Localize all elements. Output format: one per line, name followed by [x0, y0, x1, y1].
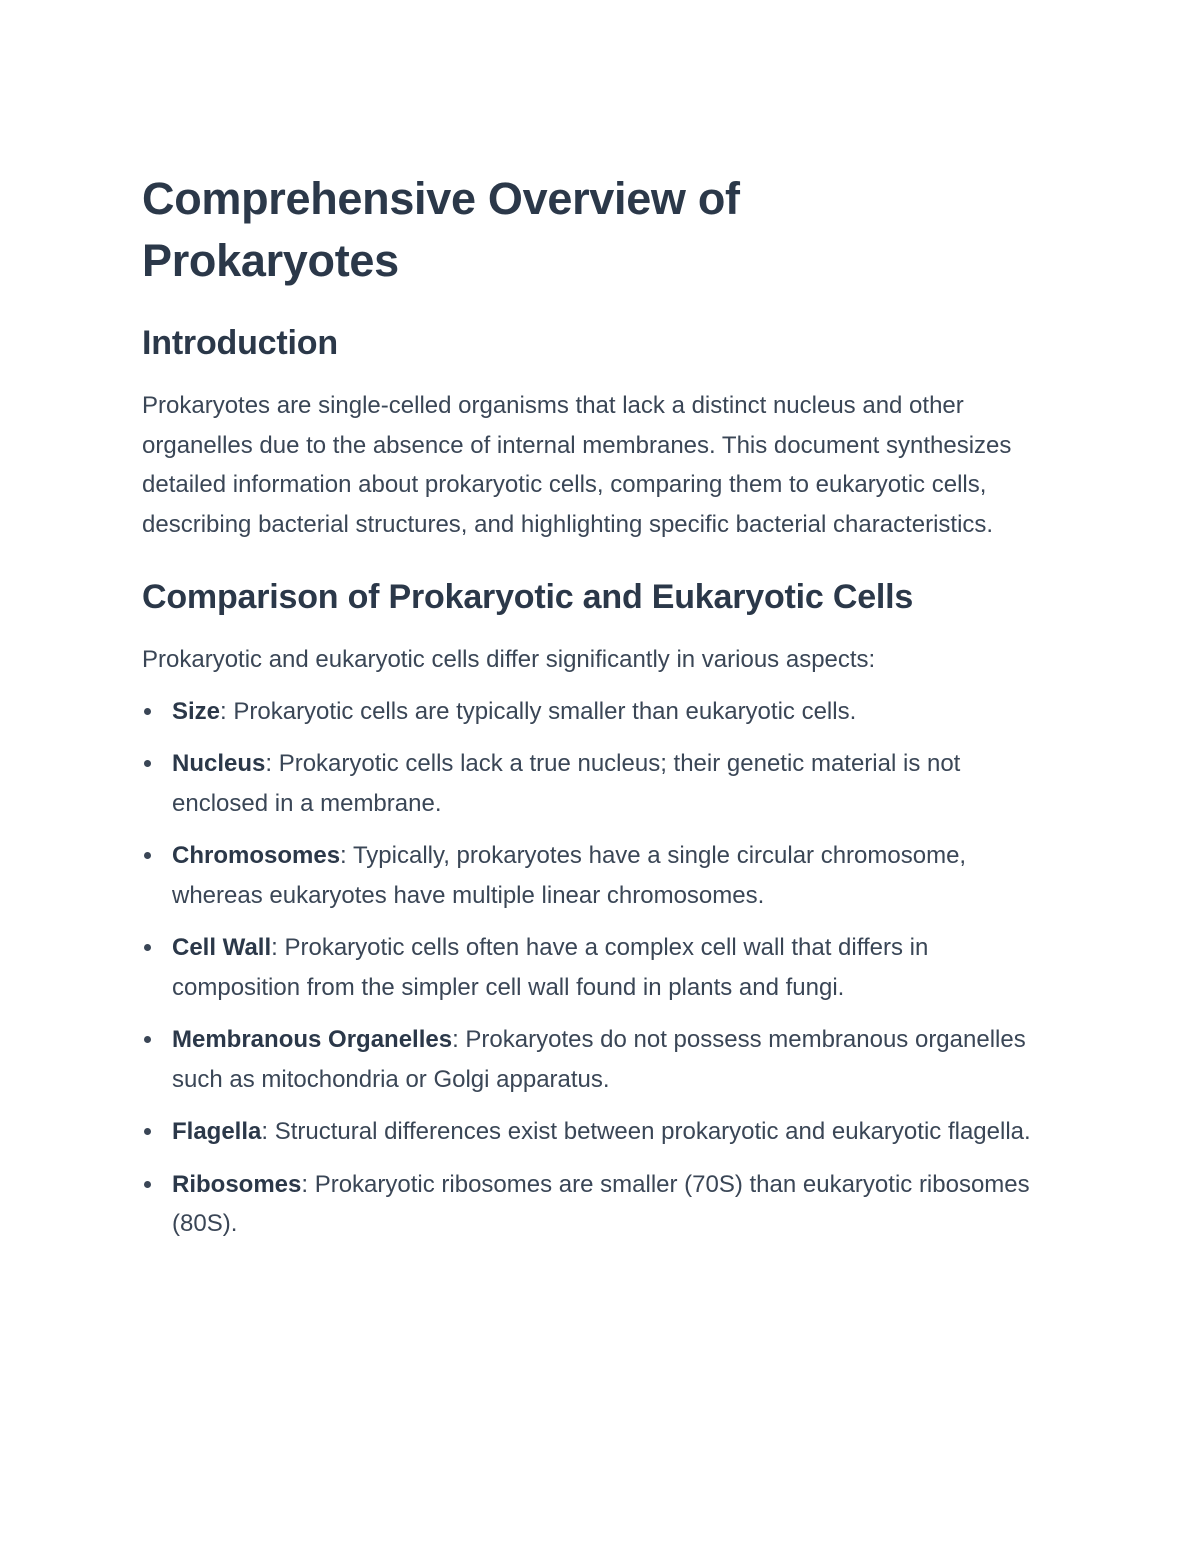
list-item-text: : Typically, prokaryotes have a single circular chromosome, whereas eukaryotes have multiple linear chromosomes. — [172, 842, 967, 909]
list-item-chromosomes — [142, 836, 1042, 915]
list-item-term: Flagella — [172, 1118, 262, 1145]
list-item-text: : Prokaryotic ribosomes are smaller (70S) than eukaryotic ribosomes (80S). — [172, 1170, 1030, 1237]
document-title: Comprehensive Overview of Prokaryotes — [142, 173, 740, 286]
list-item-term: Ribosomes — [172, 1170, 302, 1198]
bullet-icon — [144, 1036, 151, 1043]
list-item-term: Chromosomes — [172, 842, 341, 869]
bullet-icon — [144, 1181, 151, 1188]
list-item-nucleus — [142, 744, 1042, 823]
list-item-flagella — [142, 1112, 1042, 1152]
list-item-text: : Prokaryotes do not possess membranous organelles such as mitochondria or Golgi apparatus. — [172, 1026, 1026, 1093]
comparison-lead: Prokaryotic and eukaryotic cells differ significantly in various aspects: — [142, 646, 876, 673]
list-item-text: : Prokaryotic cells lack a true nucleus; their genetic material is not enclosed in a membrane. — [172, 750, 961, 817]
list-item-membranous-organelles — [142, 1020, 1042, 1099]
list-item-size — [142, 692, 1042, 732]
introduction-heading: Introduction — [142, 324, 338, 362]
list-item-text: : Prokaryotic cells are typically smaller than eukaryotic cells. — [220, 697, 857, 725]
bullet-icon — [144, 708, 151, 715]
bullet-icon — [144, 944, 151, 951]
comparison-list — [142, 692, 1042, 1244]
introduction-paragraph: Prokaryotes are single-celled organisms that lack a distinct nucleus and other organelles due to the absence of internal membranes. This document synthesizes detailed information about prokaryotic cells, comparing them to eukaryotic cells, describing bacterial structures, and highlighting specific bacterial characteristics. — [142, 392, 1012, 538]
bullet-icon — [144, 852, 151, 859]
bullet-icon — [144, 1128, 151, 1135]
list-item-text: : Prokaryotic cells often have a complex cell wall that differs in composition from the simpler cell wall found in plants and fungi. — [172, 934, 929, 1001]
comparison-heading: Comparison of Prokaryotic and Eukaryotic Cells — [142, 578, 914, 616]
list-item-ribosomes — [142, 1165, 1042, 1244]
list-item-term: Nucleus — [172, 750, 266, 777]
list-item-term: Size — [172, 697, 221, 725]
list-item-cell-wall — [142, 928, 1042, 1007]
document-page — [142, 168, 1042, 1257]
list-item-term: Cell Wall — [172, 934, 272, 961]
bullet-icon — [144, 760, 151, 767]
list-item-term: Membranous Organelles — [172, 1026, 453, 1053]
list-item-text: : Structural differences exist between prokaryotic and eukaryotic flagella. — [261, 1118, 1031, 1145]
